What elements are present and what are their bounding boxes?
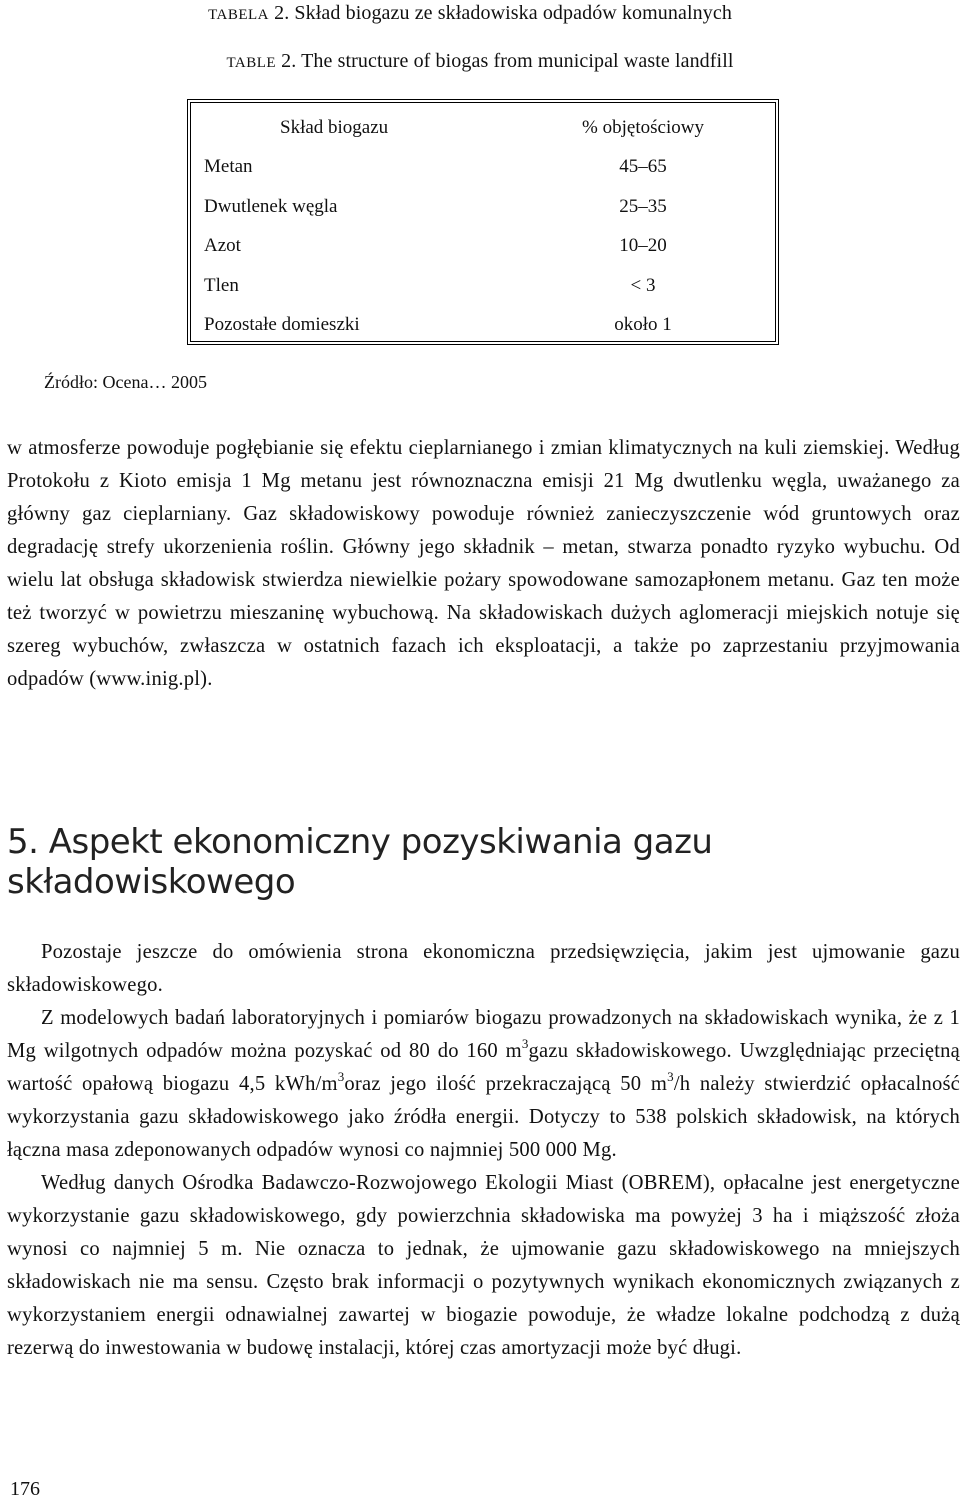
table-row [191, 314, 775, 344]
biogas-composition-table [190, 102, 776, 342]
section-heading: 5. Aspekt ekonomiczny pozyskiwania gazu składowiskowego [7, 822, 713, 902]
text-run: Z modelowych badań laboratoryjnych i pomiarów biogazu prowadzonych na składowiskach wynika, że z 1 Mg wilgotnych odpadów można pozyskać od 80 do 160 m [7, 1007, 960, 1062]
text-run: /h należy stwierdzić opłacalność wykorzystania gazu składowiskowego jako źródła energii. Dotyczy to 538 polskich składowisk, na których łączna masa zdeponowanych odpadów wynosi co najmniej 500 000 Mg. [7, 1073, 960, 1161]
table-cell: Dwutlenek węgla [204, 196, 338, 217]
body-paragraph: w atmosferze powoduje pogłębianie się efektu cieplarnianego i zmian klimatycznych na kuli ziemskiej. Według Protokołu z Kioto emisja 1 Mg metanu jest równoznaczna emisji 21 Mg dwutlenku węgla, uważanego za główny gaz cieplarniany. Gaz składowiskowy powoduje również zanieczyszczenie wód gruntowych oraz degradację strefy ukorzenienia roślin. Główny jego składnik – metan, stwarza ponadto ryzyko wybuchu. Od wielu lat obsługa składowisk stwierdza niewielkie pożary spowodowane samozapłonem metanu. Gaz ten może też tworzyć w powietrzu mieszaninę wybuchową. Na składowiskach dużych aglomeracji miejskich notuje się szereg wybuchów, zwłaszcza w ostatnich fazach ich eksploatacji, a także po zaprzestaniu przyjmowania odpadów (www.inig.pl). [7, 437, 960, 690]
superscript: 3 [337, 1069, 345, 1084]
table-cell: 10–20 [619, 235, 667, 256]
superscript: 3 [667, 1069, 674, 1084]
table-caption-polish [0, 2, 950, 25]
page-number: 176 [10, 1478, 40, 1500]
table-row [191, 235, 775, 265]
table-cell: Pozostałe domieszki [204, 314, 360, 335]
superscript: 3 [521, 1036, 529, 1051]
column-header: Skład biogazu [280, 117, 389, 138]
table-caption-english [0, 50, 960, 73]
table-row [191, 156, 775, 186]
table-cell: < 3 [630, 275, 656, 296]
table-cell: około 1 [614, 314, 672, 335]
caption-text: 2. Skład biogazu ze składowiska odpadów komunalnych [269, 2, 732, 24]
table-header-row [191, 117, 775, 147]
table-cell: Metan [204, 156, 253, 177]
table-cell: Azot [204, 235, 241, 256]
table-cell: 25–35 [619, 196, 667, 217]
text-run: gazu składowiskowego. Uwzględniając przeciętną wartość opałową biogazu 4,5 kWh/m [7, 1040, 960, 1095]
caption-label: TABELA [208, 7, 270, 23]
column-header: % objętościowy [582, 117, 704, 138]
table-cell: 45–65 [619, 156, 667, 177]
body-paragraph [7, 1002, 960, 1167]
table-source-note: Źródło: Ocena… 2005 [44, 372, 207, 392]
body-paragraph: Pozostaje jeszcze do omówienia strona ekonomiczna przedsięwzięcia, jakim jest ujmowanie gazu składowiskowego. [7, 941, 960, 996]
caption-text: 2. The structure of biogas from municipal waste landfill [276, 50, 734, 72]
text-run: oraz jego ilość przekraczającą 50 m [344, 1073, 668, 1095]
table-row [191, 196, 775, 226]
section-body [7, 936, 960, 1365]
caption-label: TABLE [226, 55, 277, 71]
body-paragraph: Według danych Ośrodka Badawczo-Rozwojowego Ekologii Miast (OBREM), opłacalne jest energetyczne wykorzystanie gazu składowiskowego, gdy powierzchnia składowiska ma powyżej 3 ha i miąższość złoża wynosi co najmniej 5 m. Nie oznacza to jednak, że ujmowanie gazu składowiskowego na mniejszych składowiskach nie ma sensu. Często brak informacji o pozytywnych wynikach ekonomicznych związanych z wykorzystaniem energii odnawialnej zawartej w biogazie powoduje, że władze lokalne podchodzą z dużą rezerwą do inwestowania w budowę instalacji, której czas amortyzacji może być długi. [7, 1172, 960, 1359]
table-row [191, 275, 775, 305]
table-cell: Tlen [204, 275, 239, 296]
